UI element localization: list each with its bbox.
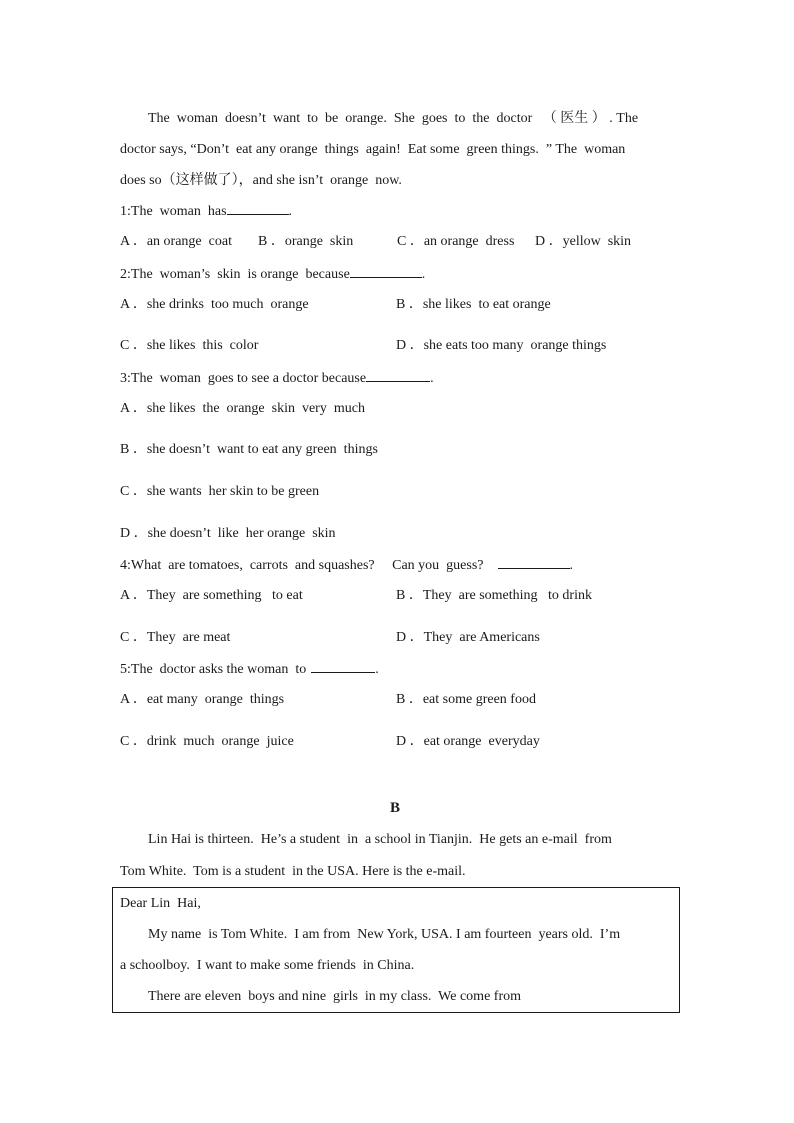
question-4-option-c: C ．They are meat — [120, 630, 231, 645]
question-3-option-c: C ．she wants her skin to be green — [120, 484, 320, 499]
letter-paragraph-1-line-1: My name is Tom White. I am from New York, USA. I am fourteen years old. I’m — [148, 927, 621, 942]
stem-end: . — [375, 662, 379, 677]
letter-paragraph-1-line-2: a schoolboy. I want to make some friends in China. — [120, 958, 415, 973]
stem-end: . — [288, 204, 293, 219]
question-2-option-b: B ．she likes to eat orange — [396, 297, 551, 312]
passage-a-line-3: does so（这样做了），and she isn’t orange now. — [120, 173, 402, 188]
section-b-heading: B — [390, 800, 401, 816]
question-1-option-c: C ．an orange dress — [397, 234, 515, 249]
answer-blank — [498, 556, 570, 569]
question-stem-text: 1:The woman has — [120, 204, 227, 219]
question-5-option-b: B ．eat some green food — [396, 692, 536, 707]
question-3-option-a: A ．she likes the orange skin very much — [120, 401, 365, 416]
stem-end: . — [421, 267, 426, 282]
question-1-option-d: D ．yellow skin — [535, 234, 632, 249]
question-5-option-d: D ．eat orange everyday — [396, 734, 540, 749]
question-1-stem — [120, 202, 292, 221]
passage-a-line-2: doctor says, “Don’t eat any orange things again! Eat some green things. ” The woman — [120, 142, 626, 157]
question-3-stem — [120, 369, 434, 388]
question-stem-text: 4:What are tomatoes, carrots and squashes? Can you guess? — [120, 558, 484, 573]
section-b-intro-line-2: Tom White. Tom is a student in the USA. Here is the e-mail. — [120, 864, 466, 879]
question-2-stem — [120, 265, 425, 284]
question-5-option-c: C ．drink much orange juice — [120, 734, 294, 749]
answer-blank — [366, 369, 430, 382]
question-4-option-b: B ．They are something to drink — [396, 588, 592, 603]
stem-end: . — [430, 371, 434, 386]
question-4-stem — [120, 556, 573, 575]
answer-blank — [311, 660, 375, 673]
question-stem-text: 2:The woman’s skin is orange because — [120, 267, 350, 282]
question-2-option-d: D ．she eats too many orange things — [396, 338, 607, 353]
answer-blank — [350, 265, 422, 278]
letter-greeting: Dear Lin Hai, — [120, 896, 201, 911]
passage-a-line-1: The woman doesn’t want to be orange. She goes to the doctor （ 医生 ） . The — [148, 111, 639, 126]
question-5-stem — [120, 660, 379, 679]
question-1-option-a: A ．an orange coat — [120, 234, 232, 249]
stem-end: . — [569, 558, 574, 573]
section-b-intro-line-1: Lin Hai is thirteen. He’s a student in a school in Tianjin. He gets an e-mail from — [148, 832, 612, 847]
question-1-option-b: B ．orange skin — [258, 234, 354, 249]
question-stem-text: 5:The doctor asks the woman to — [120, 662, 307, 677]
letter-paragraph-2-line-1: There are eleven boys and nine girls in my class. We come from — [148, 989, 521, 1004]
answer-blank — [227, 202, 289, 215]
question-stem-text: 3:The woman goes to see a doctor because — [120, 371, 367, 386]
question-4-option-d: D ．They are Americans — [396, 630, 540, 645]
question-2-option-a: A ．she drinks too much orange — [120, 297, 309, 312]
question-2-option-c: C ．she likes this color — [120, 338, 259, 353]
question-4-option-a: A ．They are something to eat — [120, 588, 303, 603]
question-5-option-a: A ．eat many orange things — [120, 692, 285, 707]
question-3-option-d: D ．she doesn’t like her orange skin — [120, 526, 336, 541]
question-3-option-b: B ．she doesn’t want to eat any green things — [120, 442, 378, 457]
